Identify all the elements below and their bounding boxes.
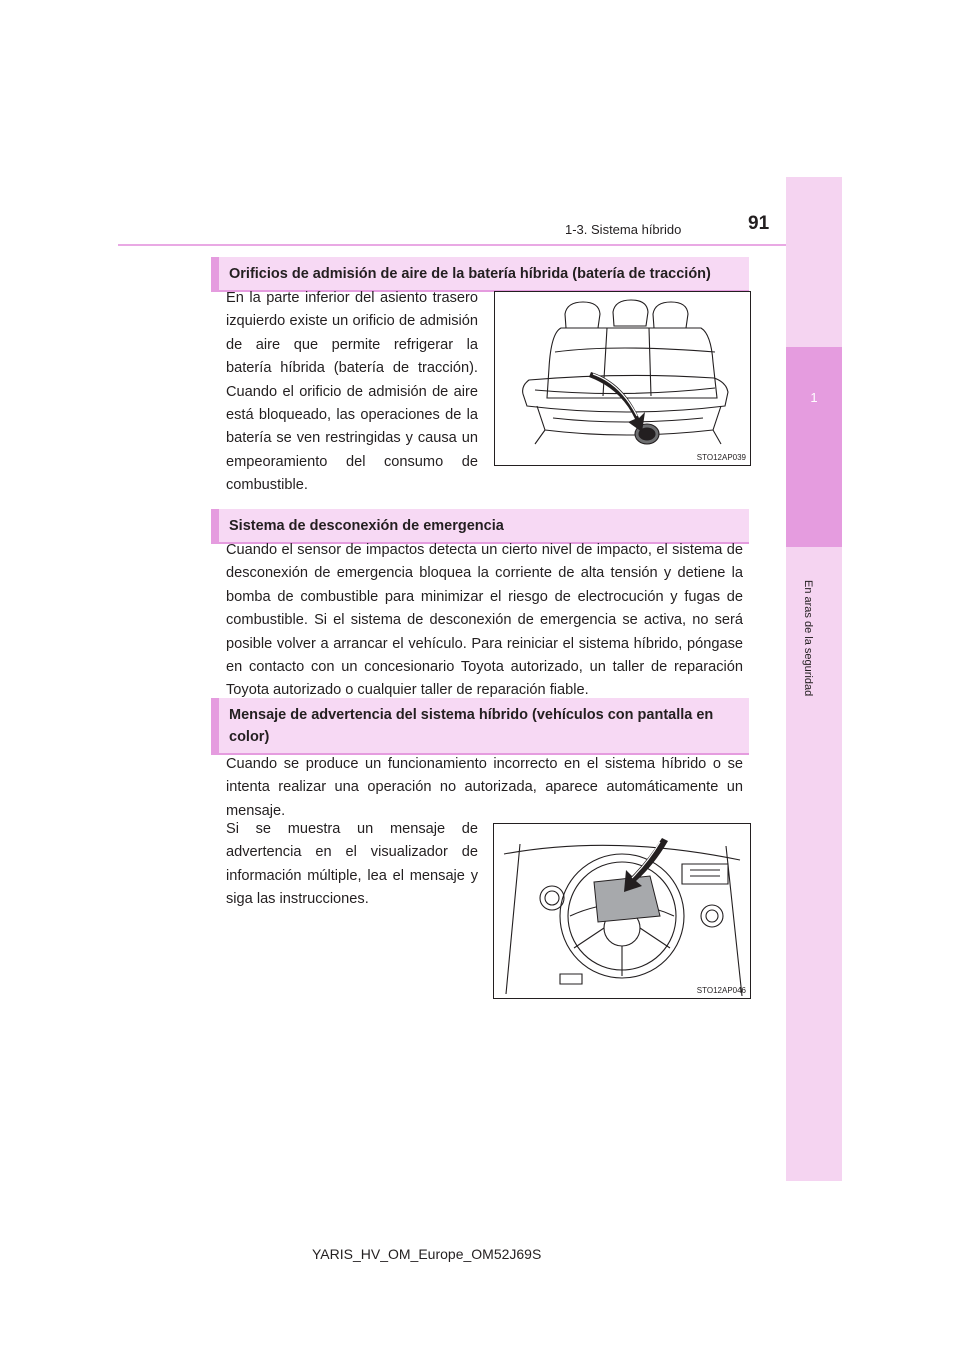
chapter-title: En aras de la seguridad (802, 580, 814, 697)
figure-code: STO12AP039 (696, 453, 746, 462)
header-divider (118, 244, 786, 246)
side-tab-active-chapter (786, 347, 842, 547)
figure-rear-seat (494, 291, 751, 466)
section-title: 1-3. Sistema híbrido (565, 222, 682, 237)
heading-air-intake: Orificios de admisión de aire de la batería híbrida (batería de tracción) (211, 257, 749, 292)
rear-seat-illustration (495, 292, 750, 465)
text-emergency-shutoff: Cuando el sensor de impactos detecta un cierto nivel de impacto, el sistema de desconexión de emergencia bloquea la corriente de alta tensión y detiene la bomba de combustible para minimizar el riesgo de electrocución y fugas de combustible. Si el sistema de desconexión de emergencia se activa, no será posible volver a arrancar el vehículo. Para reiniciar el sistema híbrido, póngase en contacto con un concesionario Toyota autorizado, un taller de reparación Toyota autorizado o cualquier taller de reparación fiable. (226, 542, 743, 699)
figure-instrument-panel (493, 823, 751, 999)
side-tab (786, 177, 842, 1181)
heading-emergency-shutoff: Sistema de desconexión de emergencia (211, 509, 749, 544)
figure-code: STO12AP046 (696, 986, 746, 995)
text-air-intake: En la parte inferior del asiento trasero izquierdo existe un orificio de admisión de aire que permite refrigerar la batería híbrida (batería de tracción). Cuando el orificio de admisión de aire está bloqueado, las operaciones de la batería se ven restringidas y causa un empeoramiento del consumo de combustible. (226, 290, 478, 494)
document-footer: YARIS_HV_OM_Europe_OM52J69S (312, 1246, 542, 1262)
text-warning-message: Cuando se produce un funcionamiento incorrecto en el sistema híbrido o se intenta realizar una operación no autorizada, aparece automáticamente un mensaje. (226, 756, 743, 819)
page-number: 91 (748, 213, 770, 234)
instrument-panel-illustration (494, 824, 750, 998)
heading-warning-message: Mensaje de advertencia del sistema híbrido (vehículos con pantalla en color) (211, 698, 749, 755)
text-warning-instructions: Si se muestra un mensaje de advertencia en el visualizador de información múltiple, lea el mensaje y siga las instrucciones. (226, 821, 478, 908)
chapter-number: 1 (810, 390, 818, 405)
